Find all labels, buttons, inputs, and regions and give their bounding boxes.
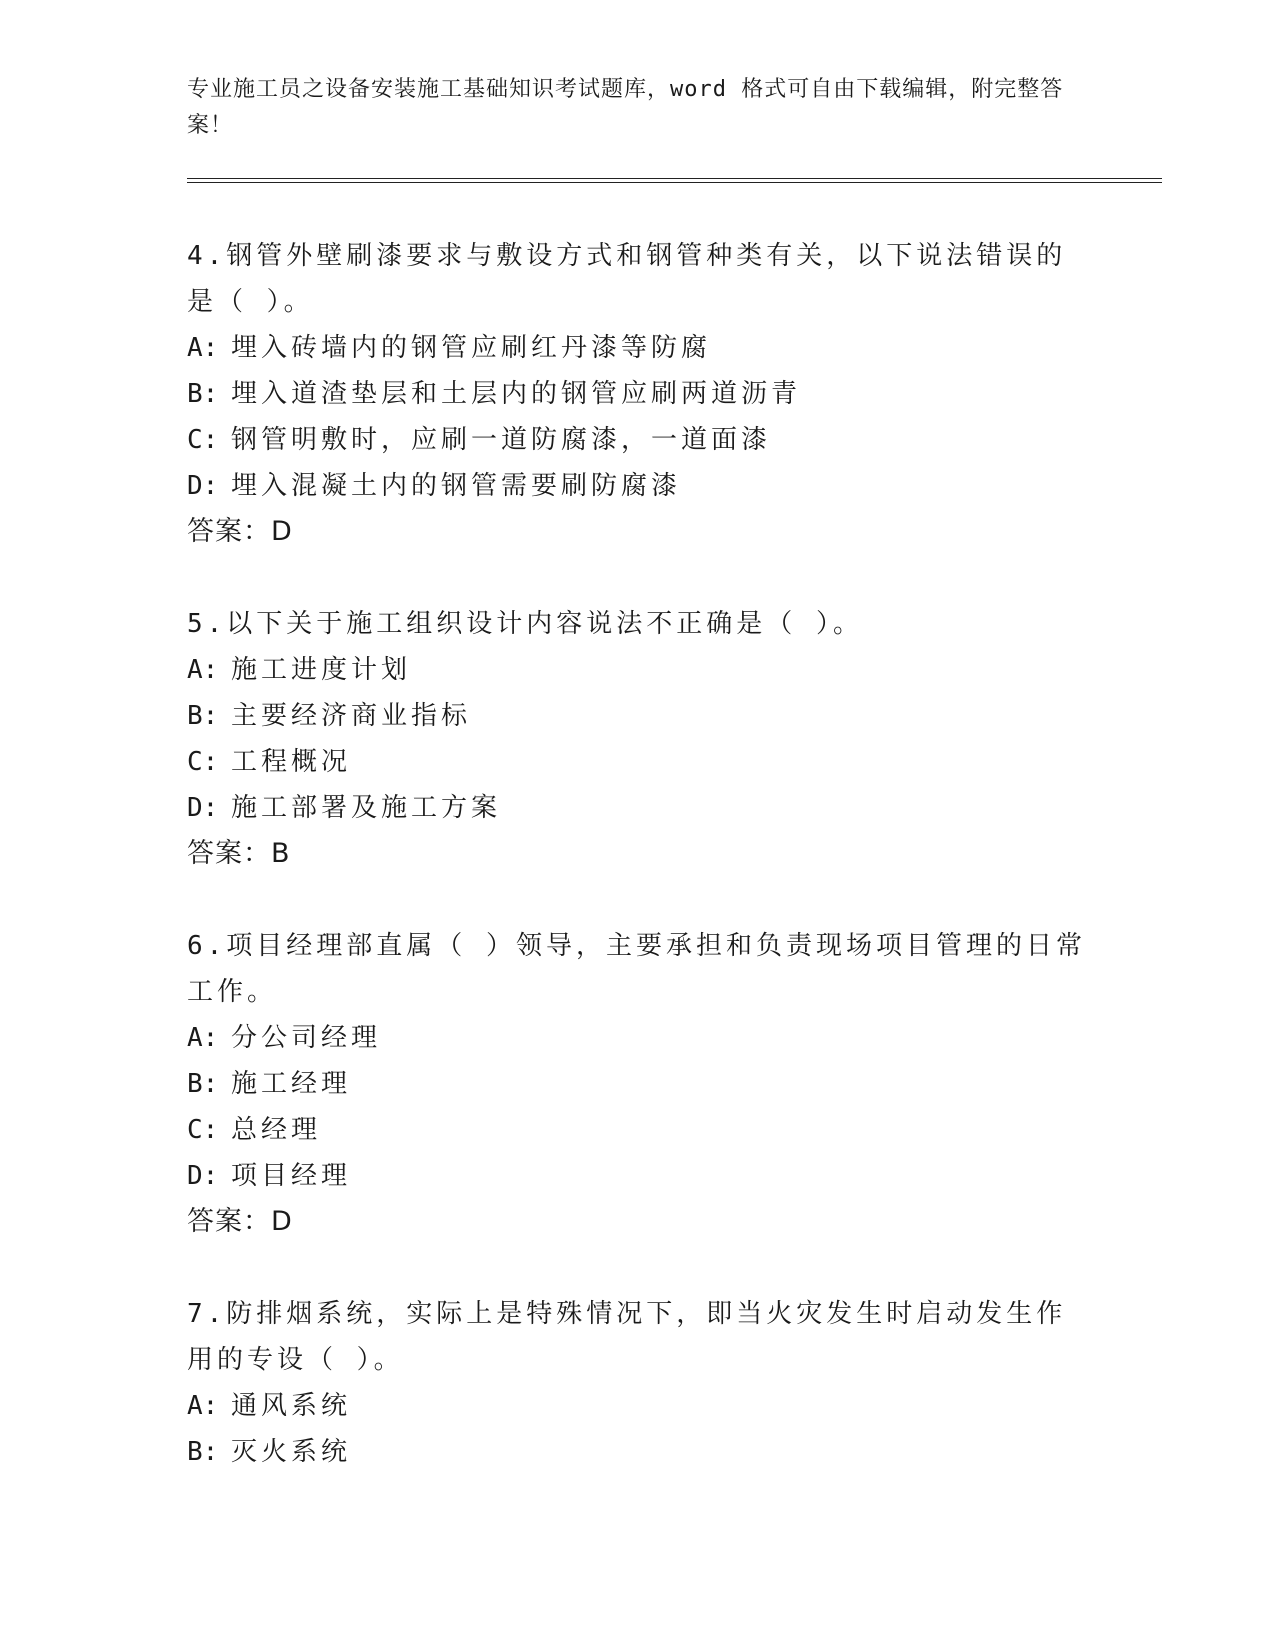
question-stem: 6.项目经理部直属（ ）领导，主要承担和负责现场项目管理的日常工作。 [187,931,1086,1007]
answer-line: 答案：D [187,1206,293,1237]
option-text: 埋入道渣垫层和土层内的钢管应刷两道沥青 [231,379,802,409]
option-text: 主要经济商业指标 [231,701,472,731]
option-b [187,1429,1087,1475]
option-d [187,1153,1087,1199]
option-c [187,1107,1087,1153]
question-list [187,233,1087,1521]
option-text: 钢管明敷时，应刷一道防腐漆，一道面漆 [231,425,772,455]
option-letter: B: [187,701,219,731]
question-stem: 4.钢管外壁刷漆要求与敷设方式和钢管种类有关，以下说法错误的是（ ）。 [187,241,1067,317]
option-text: 项目经理 [231,1161,352,1191]
header-divider [187,178,1162,183]
option-b [187,693,1087,739]
option-letter: D: [187,1161,219,1191]
option-text: 工程概况 [231,747,352,777]
option-letter: A: [187,655,219,685]
option-d [187,785,1087,831]
option-letter: A: [187,1023,219,1053]
option-text: 灭火系统 [231,1437,352,1467]
question-stem: 5.以下关于施工组织设计内容说法不正确是（ ）。 [187,609,863,639]
option-text: 埋入混凝土内的钢管需要刷防腐漆 [231,471,682,501]
answer-line: 答案：D [187,516,293,547]
option-c [187,739,1087,785]
option-a [187,1383,1087,1429]
option-a [187,647,1087,693]
option-c [187,417,1087,463]
option-a [187,1015,1087,1061]
option-text: 总经理 [231,1115,322,1145]
option-a [187,325,1087,371]
header-note: 专业施工员之设备安装施工基础知识考试题库，word 格式可自由下载编辑，附完整答案！ [187,77,1064,138]
option-text: 通风系统 [231,1391,352,1421]
option-text: 施工部署及施工方案 [231,793,502,823]
option-text: 埋入砖墙内的钢管应刷红丹漆等防腐 [231,333,712,363]
option-text: 施工经理 [231,1069,352,1099]
option-b [187,1061,1087,1107]
option-letter: D: [187,471,219,501]
option-letter: C: [187,747,219,777]
option-text: 分公司经理 [231,1023,382,1053]
question-item [187,1291,1087,1475]
option-letter: B: [187,379,219,409]
option-letter: D: [187,793,219,823]
option-text: 施工进度计划 [231,655,412,685]
question-item [187,601,1087,877]
question-stem: 7.防排烟系统，实际上是特殊情况下，即当火灾发生时启动发生作用的专设（ ）。 [187,1299,1067,1375]
answer-line: 答案：B [187,838,291,869]
option-b [187,371,1087,417]
option-letter: A: [187,1391,219,1421]
question-item [187,233,1087,555]
option-letter: B: [187,1069,219,1099]
option-letter: B: [187,1437,219,1467]
option-letter: C: [187,425,219,455]
option-d [187,463,1087,509]
question-item [187,923,1087,1245]
option-letter: A: [187,333,219,363]
option-letter: C: [187,1115,219,1145]
